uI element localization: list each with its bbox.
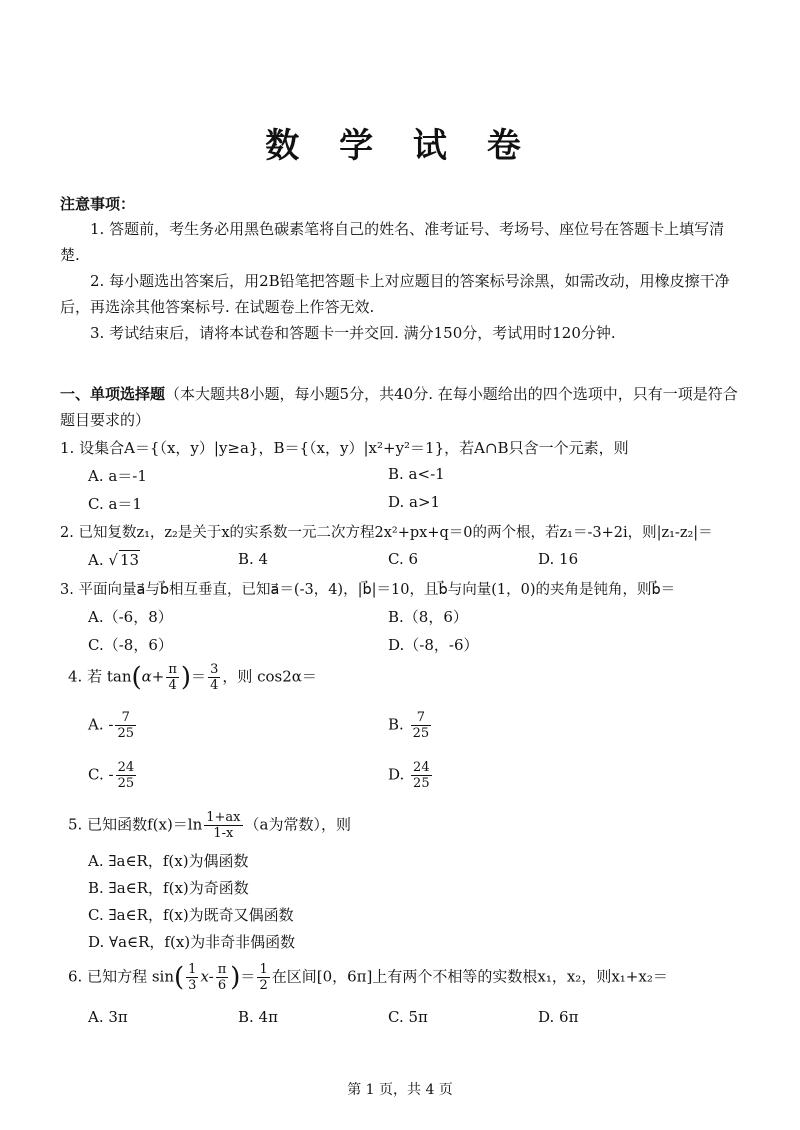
q1-option-d: D. a>1 bbox=[388, 493, 441, 511]
q6-fraction-3 bbox=[257, 962, 269, 993]
q6-f1-den: 3 bbox=[188, 978, 197, 993]
q6-f3-den: 2 bbox=[259, 978, 268, 993]
question-5-stem bbox=[68, 810, 748, 841]
q4-pi-den: 4 bbox=[168, 678, 177, 693]
q6-eq: ＝ bbox=[240, 967, 256, 986]
q5-fraction bbox=[204, 810, 242, 841]
notice-item: 1. 答题前，考生务必用黑色碳素笔将自己的姓名、准考证号、考场号、座位号在答题卡上填写清楚. bbox=[60, 220, 725, 264]
q5-prefix: 5. 已知函数f(x)＝ln bbox=[68, 815, 203, 834]
q5-option-c: C. ∃a∈R，f(x)为既奇又偶函数 bbox=[88, 906, 294, 924]
question-4-stem: 4. 若 tan(α+ $\frac{\pi}{4}$ )＝ $\frac{3}{4}$ ，则 cos2α＝ bbox=[68, 662, 317, 693]
q6-option-c: C. 5π bbox=[388, 1008, 428, 1026]
q2-option-b: B. 4 bbox=[238, 550, 269, 568]
q4-option-a-num: 7 bbox=[115, 710, 136, 726]
q6-f3-num: 1 bbox=[259, 962, 268, 977]
q5-option-b: B. ∃a∈R，f(x)为奇函数 bbox=[88, 879, 249, 897]
paren-right-icon: ) bbox=[180, 662, 192, 693]
q4-pi-fraction bbox=[166, 662, 179, 693]
paren-left-icon: ( bbox=[174, 962, 185, 993]
q4-rhs-den: 4 bbox=[210, 678, 219, 693]
q6-f1-num: 1 bbox=[188, 962, 197, 977]
q4-option-a-fraction bbox=[115, 710, 136, 741]
q5-tail: （a为常数），则 bbox=[244, 815, 351, 834]
q1-option-b: B. a<-1 bbox=[388, 465, 445, 483]
q2-option-a-radicand: 13 bbox=[119, 551, 140, 569]
notice-item: 2. 每小题选出答案后，用2B铅笔把答题卡上对应题目的答案标号涂黑，如需改动，用橡皮擦干净后，再选涂其他答案标号. 在试题卷上作答无效. bbox=[60, 272, 730, 316]
q4-option-b-num: 7 bbox=[411, 710, 432, 726]
q1-option-c: C. a＝1 bbox=[88, 495, 142, 513]
q4-rhs-fraction bbox=[208, 662, 220, 693]
page-title: 数 学 试 卷 bbox=[265, 126, 535, 166]
q4-option-d-label: D. bbox=[388, 765, 405, 784]
q3-option-a: A.（-6，8） bbox=[88, 608, 173, 626]
q6-option-b: B. 4π bbox=[238, 1008, 278, 1026]
page-footer: 第 1 页，共 4 页 bbox=[347, 1082, 453, 1098]
q6-tail: 在区间[0，6π]上有两个不相等的实数根x₁，x₂，则x₁+x₂＝ bbox=[271, 967, 668, 986]
paren-right-icon: ) bbox=[230, 962, 241, 993]
q4-tail: ，则 cos2α＝ bbox=[222, 667, 317, 686]
section-description: （本大题共8小题，每小题5分，共40分. 在每小题给出的四个选项中，只有一项是符合题目要求的） bbox=[60, 385, 738, 429]
q3-option-c: C.（-8，6） bbox=[88, 636, 173, 654]
q2-option-a-label: A. bbox=[88, 551, 104, 569]
q4-option-c bbox=[88, 760, 138, 791]
q2-option-a bbox=[88, 550, 140, 569]
sqrt-icon: √ bbox=[108, 551, 118, 569]
q4-option-c-num: 24 bbox=[117, 760, 135, 775]
q2-option-d: D. 16 bbox=[538, 550, 579, 568]
section-heading: 一、单项选择题 bbox=[60, 385, 166, 403]
q1-option-a: A. a＝-1 bbox=[88, 467, 147, 485]
q6-f2-den: 6 bbox=[217, 978, 227, 993]
q6-fraction-1 bbox=[186, 962, 198, 993]
q4-option-a bbox=[88, 710, 138, 741]
notice-item: 3. 考试结束后，请将本试卷和答题卡一并交回. 满分150分，考试用时120分钟. bbox=[90, 324, 616, 342]
q5-num: 1+ax bbox=[206, 810, 241, 825]
q4-pi-num: π bbox=[168, 662, 177, 677]
q6-fraction-2 bbox=[216, 962, 229, 993]
q4-option-c-fraction bbox=[116, 760, 137, 791]
q4-option-c-sign: - bbox=[108, 765, 114, 784]
q4-option-c-den: 25 bbox=[117, 776, 135, 791]
q3-option-d: D.（-8，-6） bbox=[388, 636, 479, 654]
q6-prefix: 6. 已知方程 sin bbox=[68, 967, 175, 986]
q4-option-a-sign: - bbox=[108, 715, 114, 734]
q4-option-b-fraction bbox=[411, 710, 432, 741]
q4-option-c-label: C. bbox=[88, 765, 104, 784]
paren-left-icon: ( bbox=[131, 662, 142, 693]
q4-prefix: 4. 若 tan bbox=[68, 667, 132, 686]
q5-den: 1-x bbox=[213, 826, 234, 841]
q6-mid: x- bbox=[200, 967, 214, 986]
q4-rhs-num: 3 bbox=[210, 662, 219, 677]
notice-heading: 注意事项： bbox=[60, 195, 136, 213]
notice-list bbox=[60, 216, 740, 346]
q4-option-d bbox=[388, 760, 434, 791]
question-6-stem bbox=[68, 962, 748, 993]
q2-option-c: C. 6 bbox=[388, 550, 419, 568]
q6-option-d: D. 6π bbox=[538, 1008, 579, 1026]
q4-option-d-fraction bbox=[411, 760, 432, 791]
q5-option-d: D. ∀a∈R，f(x)为非奇非偶函数 bbox=[88, 933, 296, 951]
q4-option-b bbox=[388, 710, 433, 741]
q4-option-b-label: B. bbox=[388, 715, 404, 734]
section-header bbox=[60, 381, 740, 433]
question-3-stem: 3. 平面向量a⃗与b⃗相互垂直，已知a⃗＝(-3，4)，|b⃗|＝10，且b⃗与向量(1，0)的夹角是钝角，则b⃗＝ bbox=[60, 582, 676, 598]
q6-f2-num: π bbox=[217, 962, 227, 977]
question-1-stem: 1. 设集合A＝{（x，y）|y≥a}，B＝{（x，y）|x²+y²＝1}，若A∩B只含一个元素，则 bbox=[60, 439, 629, 457]
q4-inner: α+ bbox=[141, 667, 165, 686]
q4-option-d-num: 24 bbox=[413, 760, 430, 775]
question-2-stem: 2. 已知复数z₁，z₂是关于x的实系数一元二次方程2x²+px+q＝0的两个根，若z₁＝-3+2i，则|z₁-z₂|＝ bbox=[60, 525, 713, 541]
q4-option-a-den: 25 bbox=[117, 726, 135, 741]
q5-option-a: A. ∃a∈R，f(x)为偶函数 bbox=[88, 852, 249, 870]
q4-option-d-den: 25 bbox=[413, 776, 430, 791]
q6-option-a: A. 3π bbox=[88, 1008, 128, 1026]
q4-option-a-label: A. bbox=[88, 715, 104, 734]
q4-option-b-den: 25 bbox=[412, 726, 430, 741]
q3-option-b: B.（8，6） bbox=[388, 608, 468, 626]
